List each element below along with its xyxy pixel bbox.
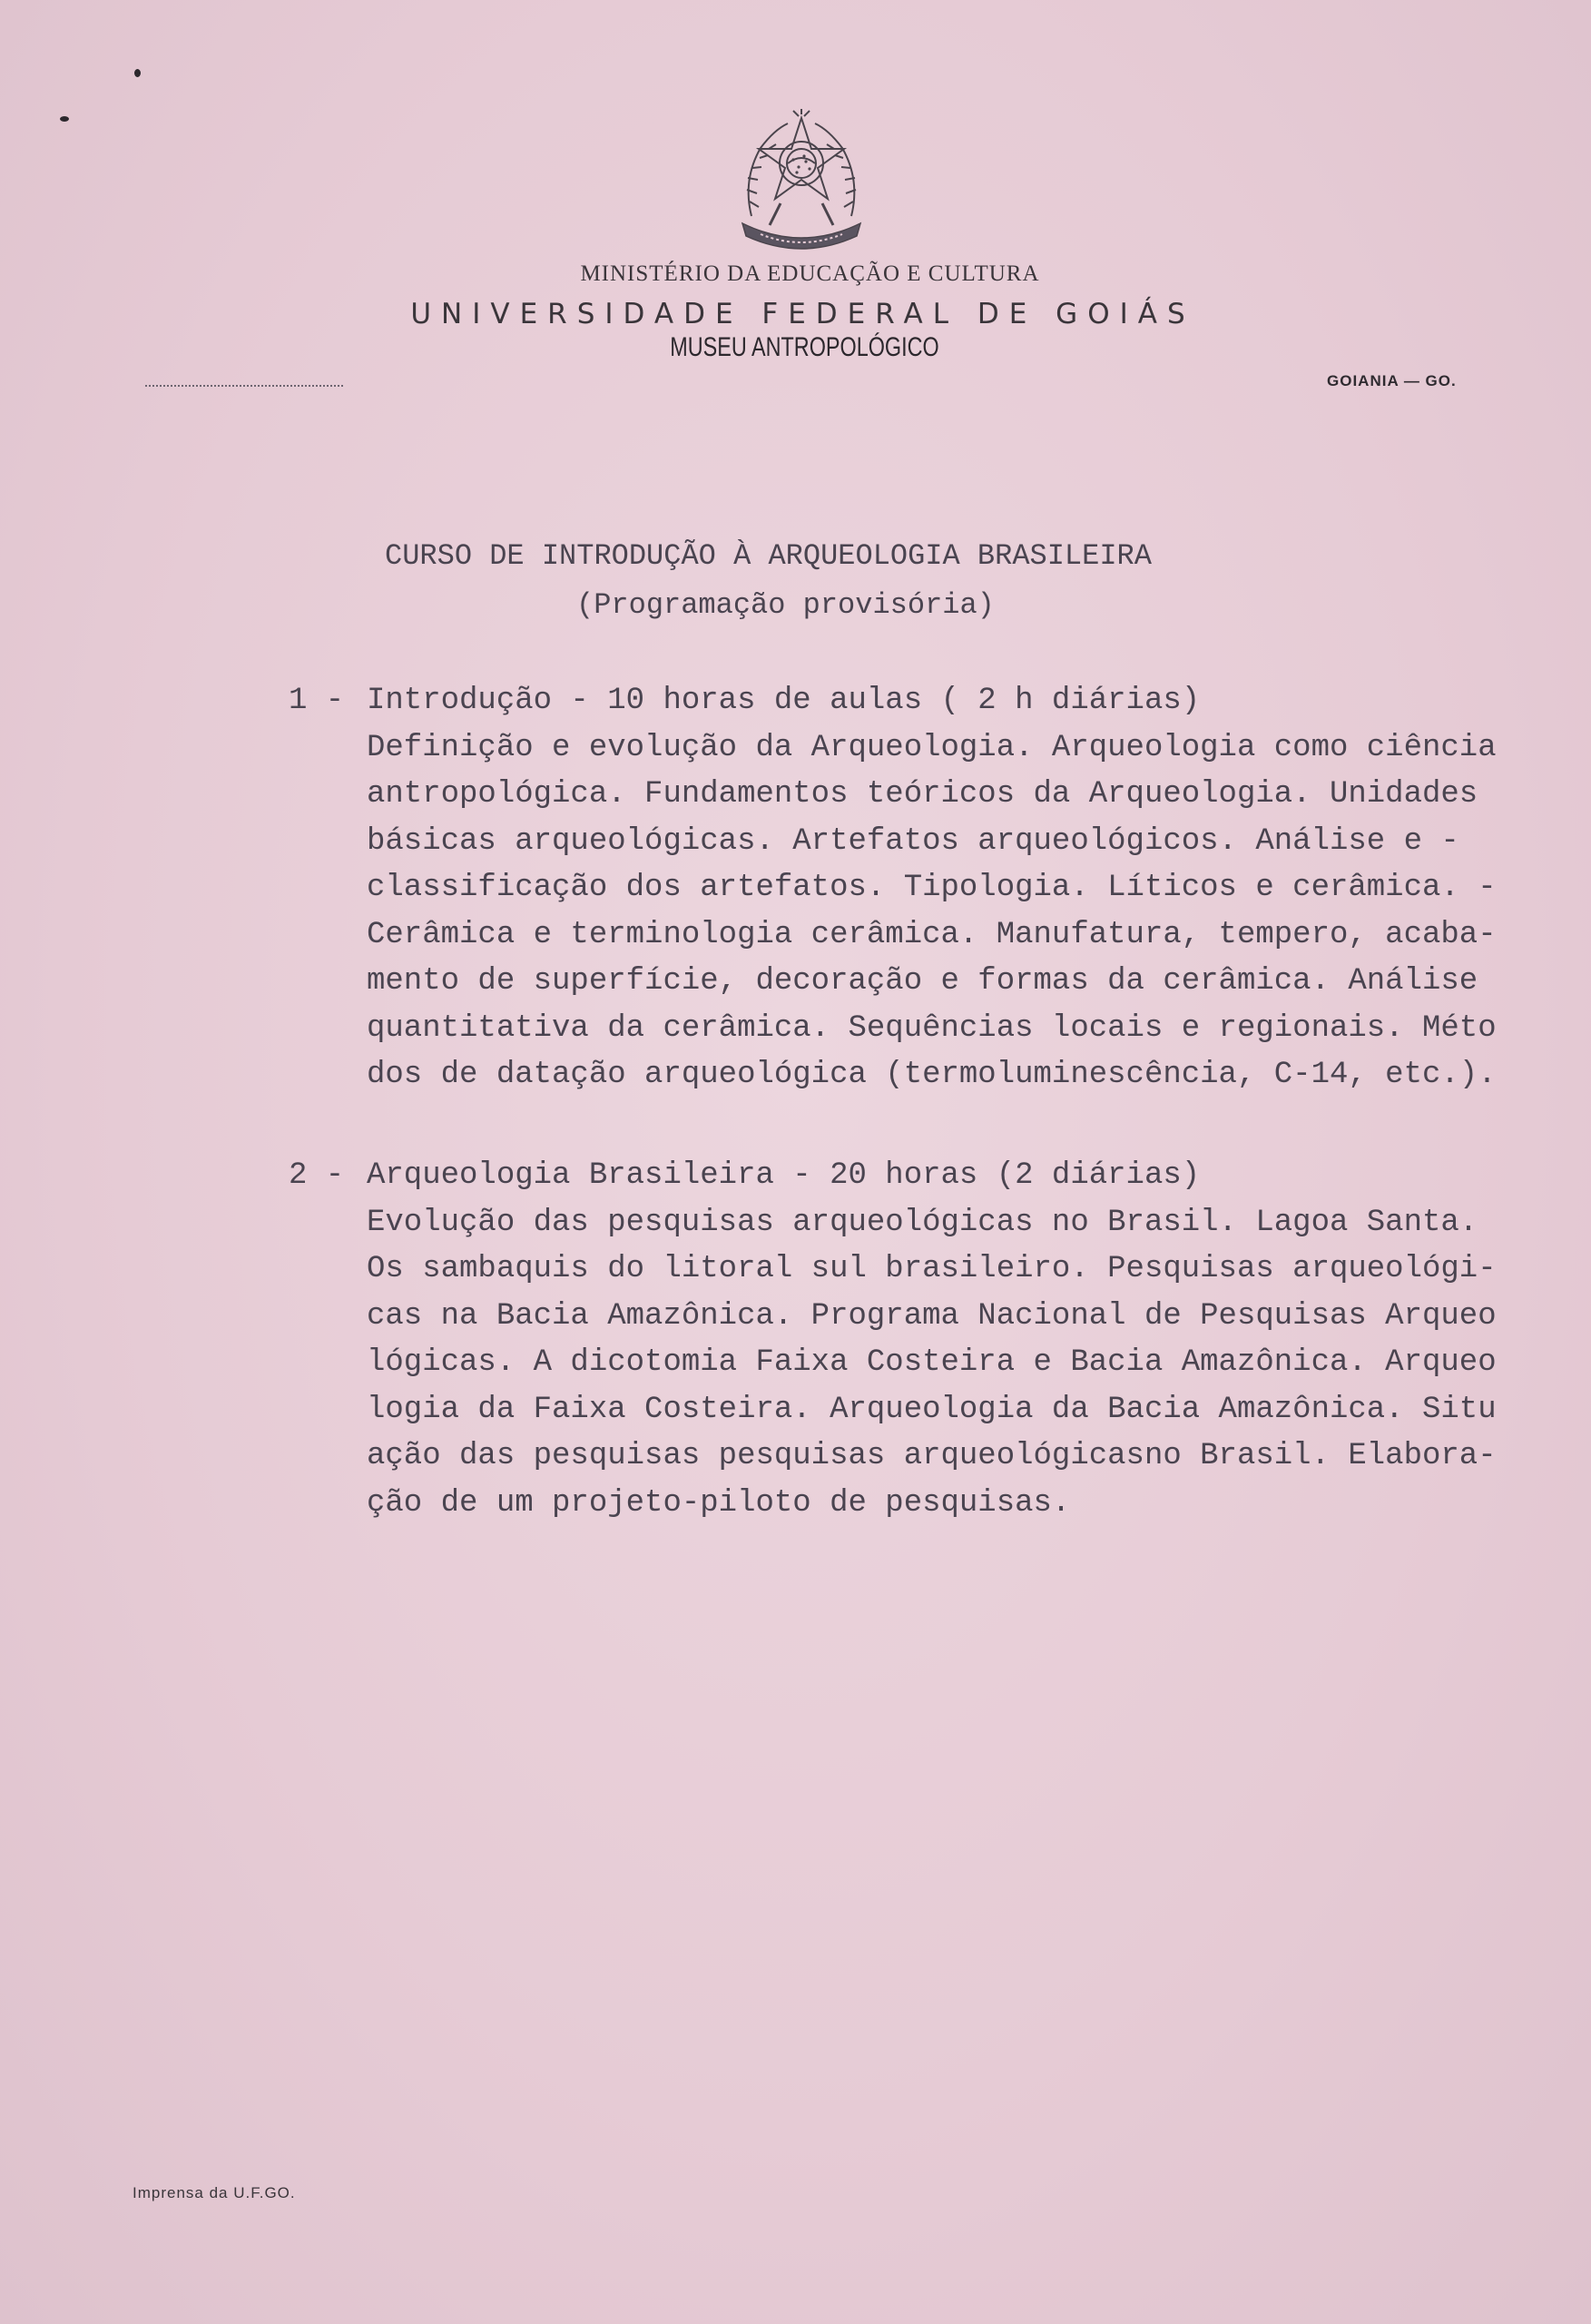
section-heading-line: Introdução - 10 horas de aulas ( 2 h diárias) [367, 684, 1201, 718]
section-text-line: classificação dos artefatos. Tipologia. Líticos e cerâmica. - [367, 871, 1497, 905]
section-text-line: quantitativa da cerâmica. Sequências locais e regionais. Méto [367, 1010, 1497, 1046]
document-subtitle: (Programação provisória) [576, 588, 995, 622]
section-text-line: Definição e evolução da Arqueologia. Arqueologia como ciência [367, 730, 1497, 765]
section-text-line: cas na Bacia Amazônica. Programa Nacional de Pesquisas Arqueo [367, 1298, 1497, 1334]
section-heading-line: Arqueologia Brasileira - 20 horas (2 diárias) [367, 1158, 1201, 1193]
section-text-line: lógicas. A dicotomia Faixa Costeira e Bacia Amazônica. Arqueo [367, 1345, 1497, 1380]
ministry-name: MINISTÉRIO DA EDUCAÇÃO E CULTURA [580, 261, 1040, 286]
reference-dotted-line [145, 385, 343, 387]
university-name: UNIVERSIDADE FEDERAL DE GOIÁS [410, 298, 1195, 330]
section-text-line: dos de datação arqueológica (termoluminescência, C-14, etc.). [367, 1058, 1497, 1092]
section-text-line: básicas arqueológicas. Artefatos arqueológicos. Análise e - [367, 823, 1459, 859]
section-text-line: mento de superfície, decoração e formas da cerâmica. Análise [367, 964, 1478, 999]
place-label: GOIANIA — GO. [1327, 372, 1457, 389]
section-text-line: logia da Faixa Costeira. Arqueologia da Bacia Amazônica. Situ [367, 1392, 1497, 1427]
ink-speck [134, 69, 141, 77]
section-number: 2 - [289, 1158, 345, 1193]
section-text [367, 1153, 1497, 1527]
ink-speck [60, 116, 69, 122]
section-text-line: antropológica. Fundamentos teóricos da Arqueologia. Unidades [367, 777, 1478, 812]
section-text-line: ação das pesquisas pesquisas arqueológicasno Brasil. Elabora- [367, 1439, 1497, 1473]
document-title: CURSO DE INTRODUÇÃO À ARQUEOLOGIA BRASILEIRA [385, 539, 1152, 573]
section-number: 1 - [289, 684, 345, 718]
museum-name: MUSEU ANTROPOLÓGICO [670, 332, 939, 362]
section-text [367, 678, 1497, 1099]
section-text-line: ção de um projeto-piloto de pesquisas. [367, 1485, 1071, 1521]
section-text-line: Evolução das pesquisas arqueológicas no Brasil. Lagoa Santa. [367, 1205, 1478, 1240]
section-text-line: Cerâmica e terminologia cerâmica. Manufatura, tempero, acaba- [367, 917, 1497, 952]
brazil-coat-of-arms-icon [733, 107, 869, 257]
printer-credit: Imprensa da U.F.GO. [133, 2184, 296, 2201]
section-text-line: Os sambaquis do litoral sul brasileiro. Pesquisas arqueológi- [367, 1252, 1497, 1286]
